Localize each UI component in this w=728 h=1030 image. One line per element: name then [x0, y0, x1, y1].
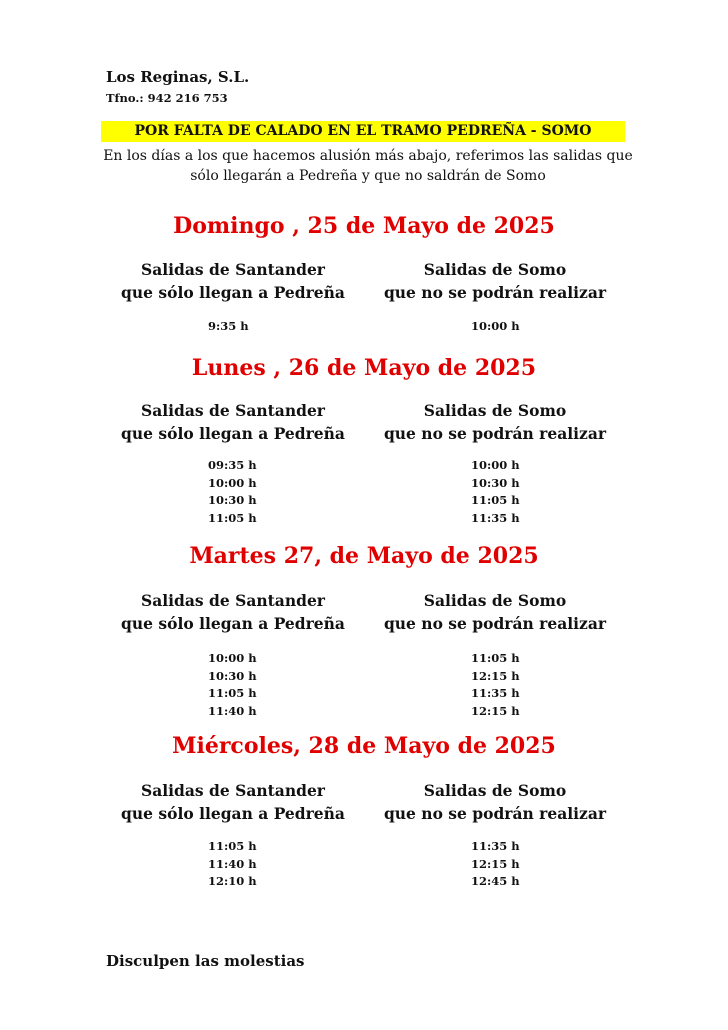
departure-time: 10:30 h	[208, 493, 257, 507]
departure-time: 11:05 h	[208, 510, 257, 525]
departure-time: 11:40 h	[208, 856, 257, 871]
day-title-martes: Martes 27, de Mayo de 2025	[189, 543, 539, 569]
departure-time: 11:40 h	[208, 703, 257, 718]
departure-time: 11:35 h	[471, 510, 520, 525]
santander-column-header	[103, 589, 363, 635]
somo-column-header	[365, 258, 625, 304]
somo-times-list	[471, 650, 520, 720]
departure-time: 09:35 h	[208, 458, 257, 472]
departure-time: 10:00 h	[471, 458, 520, 472]
departure-time: 12:15 h	[471, 856, 520, 871]
notice-intro	[96, 146, 640, 186]
somo-column-header	[365, 779, 625, 825]
departure-time: 11:05 h	[208, 839, 257, 853]
departure-time: 12:15 h	[471, 703, 520, 718]
closing-apology: Disculpen las molestias	[106, 952, 305, 970]
santander-header-line1: Salidas de Santander	[141, 260, 325, 279]
santander-header-line1: Salidas de Santander	[141, 781, 325, 800]
santander-times-list	[208, 318, 249, 336]
somo-header-line2: que no se podrán realizar	[383, 424, 607, 443]
santander-header-line2: que sólo llegan a Pedreña	[121, 424, 345, 443]
somo-header-line2: que no se podrán realizar	[383, 804, 607, 823]
somo-column-header	[365, 589, 625, 635]
notice-intro-line2: sólo llegarán a Pedreña y que no saldrán de Somo	[190, 168, 546, 184]
santander-header-line2: que sólo llegan a Pedreña	[121, 804, 345, 823]
company-phone: Tfno.: 942 216 753	[106, 91, 228, 105]
somo-column-header	[365, 399, 625, 445]
departure-time: 11:35 h	[471, 839, 520, 853]
departure-time: 11:35 h	[471, 686, 520, 700]
departure-time: 11:05 h	[471, 651, 520, 665]
somo-header-line1: Salidas de Somo	[423, 401, 567, 420]
santander-column-header	[103, 399, 363, 445]
departure-time: 11:05 h	[208, 686, 257, 700]
somo-times-list	[471, 838, 520, 891]
day-title-lunes: Lunes , 26 de Mayo de 2025	[191, 355, 537, 381]
day-title-miercoles: Miércoles, 28 de Mayo de 2025	[172, 733, 556, 759]
santander-times-list	[208, 650, 257, 720]
notice-banner: POR FALTA DE CALADO EN EL TRAMO PEDREÑA - SOMO	[101, 121, 625, 142]
departure-time: 12:45 h	[471, 874, 520, 888]
departure-time: 11:05 h	[471, 493, 520, 507]
santander-header-line1: Salidas de Santander	[141, 591, 325, 610]
departure-time: 10:30 h	[208, 668, 257, 683]
notice-intro-line1: En los días a los que hacemos alusión más abajo, referimos las salidas que	[103, 148, 633, 164]
departure-time: 12:10 h	[208, 874, 257, 888]
santander-times-list	[208, 838, 257, 891]
departure-time: 10:00 h	[208, 651, 257, 665]
company-name: Los Reginas, S.L.	[106, 68, 250, 86]
departure-time: 10:00 h	[208, 475, 257, 490]
departure-time: 12:15 h	[471, 668, 520, 683]
santander-column-header	[103, 258, 363, 304]
day-title-domingo: Domingo , 25 de Mayo de 2025	[173, 213, 555, 239]
santander-times-list	[208, 457, 257, 527]
departure-time: 10:00 h	[471, 319, 520, 333]
somo-times-list	[471, 318, 520, 336]
somo-header-line1: Salidas de Somo	[423, 260, 567, 279]
santander-header-line2: que sólo llegan a Pedreña	[121, 614, 345, 633]
somo-header-line2: que no se podrán realizar	[383, 614, 607, 633]
somo-times-list	[471, 457, 520, 527]
somo-header-line1: Salidas de Somo	[423, 591, 567, 610]
departure-time: 9:35 h	[208, 319, 249, 333]
departure-time: 10:30 h	[471, 475, 520, 490]
somo-header-line1: Salidas de Somo	[423, 781, 567, 800]
somo-header-line2: que no se podrán realizar	[383, 283, 607, 302]
santander-header-line2: que sólo llegan a Pedreña	[121, 283, 345, 302]
santander-header-line1: Salidas de Santander	[141, 401, 325, 420]
santander-column-header	[103, 779, 363, 825]
